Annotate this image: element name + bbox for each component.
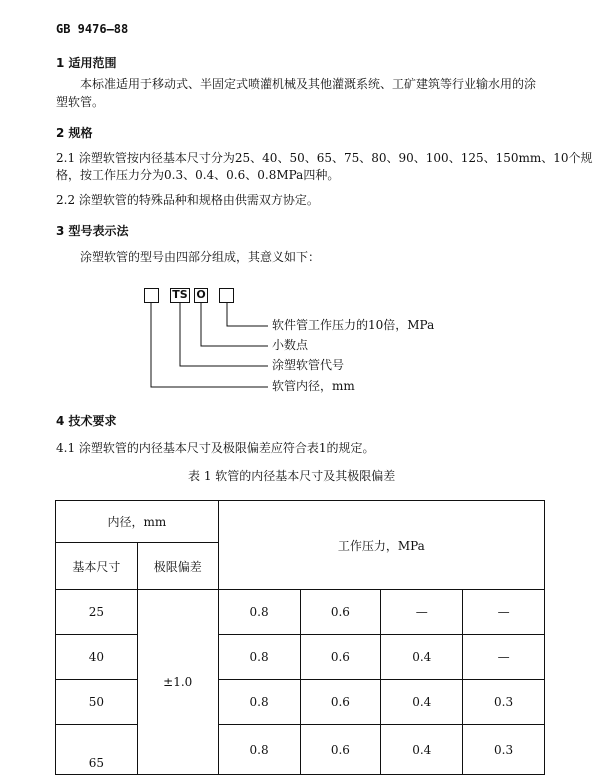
leader-line-inner-diameter [151, 303, 268, 387]
cell-pressure: — [381, 590, 463, 635]
header-tolerance: 极限偏差 [137, 543, 218, 590]
clause-2-1-line2: 格，按工作压力分为0.3、0.4、0.6、0.8MPa四种。 [56, 168, 340, 182]
cell-pressure: 0.8 [218, 680, 300, 725]
cell-tolerance: ±1.0 [137, 590, 218, 775]
cell-pressure: 0.8 [218, 635, 300, 680]
clause-2-1-line1: 2.1 涂塑软管按内径基本尺寸分为25、40、50、65、75、80、90、100、125、150mm、10个规 [56, 151, 593, 165]
clause-4-1: 4.1 涂塑软管的内径基本尺寸及极限偏差应符合表1的规定。 [56, 441, 375, 455]
cell-pressure: 0.8 [218, 725, 300, 775]
model-intro: 涂塑软管的型号由四部分组成，其意义如下： [80, 250, 321, 264]
header-working-pressure: 工作压力，MPa [218, 501, 544, 590]
cell-pressure: 0.6 [300, 680, 381, 725]
section-1-paragraph-line2: 塑软管。 [56, 95, 105, 109]
cell-size: 50 [56, 680, 138, 725]
cell-pressure: 0.3 [463, 680, 545, 725]
cell-size: 65 [56, 725, 138, 775]
cell-pressure: 0.4 [381, 725, 463, 775]
cell-size: 25 [56, 590, 138, 635]
section-2-heading: 2 规格 [56, 126, 93, 140]
table-row [56, 680, 545, 725]
cell-size: 40 [56, 635, 138, 680]
label-decimal: 小数点 [272, 338, 309, 352]
cell-pressure: 0.4 [381, 680, 463, 725]
cell-pressure: 0.8 [218, 590, 300, 635]
cell-pressure: 0.6 [300, 725, 381, 775]
cell-pressure: 0.4 [381, 635, 463, 680]
standard-number: GB 9476—88 [56, 22, 129, 36]
code-box-ts: TS [170, 288, 190, 303]
label-ts-code: 涂塑软管代号 [272, 358, 345, 372]
clause-2-2: 2.2 涂塑软管的特殊品种和规格由供需双方协定。 [56, 193, 319, 207]
code-box-o: O [194, 288, 208, 303]
header-basic-size: 基本尺寸 [56, 543, 138, 590]
cell-pressure: 0.3 [463, 725, 545, 775]
table-1 [55, 500, 545, 775]
section-4-heading: 4 技术要求 [56, 414, 117, 428]
label-inner-diameter: 软管内径，mm [272, 379, 355, 393]
cell-pressure: 0.6 [300, 590, 381, 635]
section-3-heading: 3 型号表示法 [56, 224, 129, 238]
table-row [56, 590, 545, 635]
label-pressure: 软件管工作压力的10倍，MPa [272, 318, 435, 332]
section-1-paragraph-line1: 本标准适用于移动式、半固定式喷灌机械及其他灌溉系统、工矿建筑等行业输水用的涂 [80, 77, 537, 91]
table-row [56, 725, 545, 775]
leader-line-decimal [201, 303, 268, 346]
cell-pressure: 0.6 [300, 635, 381, 680]
cell-pressure: — [463, 635, 545, 680]
section-1-heading: 1 适用范围 [56, 56, 117, 70]
table-row [56, 635, 545, 680]
leader-line-ts [180, 303, 268, 366]
header-inner-diameter: 内径，mm [56, 501, 219, 543]
leader-line-pressure [227, 303, 268, 326]
table-1-caption: 表 1 软管的内径基本尺寸及其极限偏差 [188, 469, 396, 483]
cell-pressure: — [463, 590, 545, 635]
